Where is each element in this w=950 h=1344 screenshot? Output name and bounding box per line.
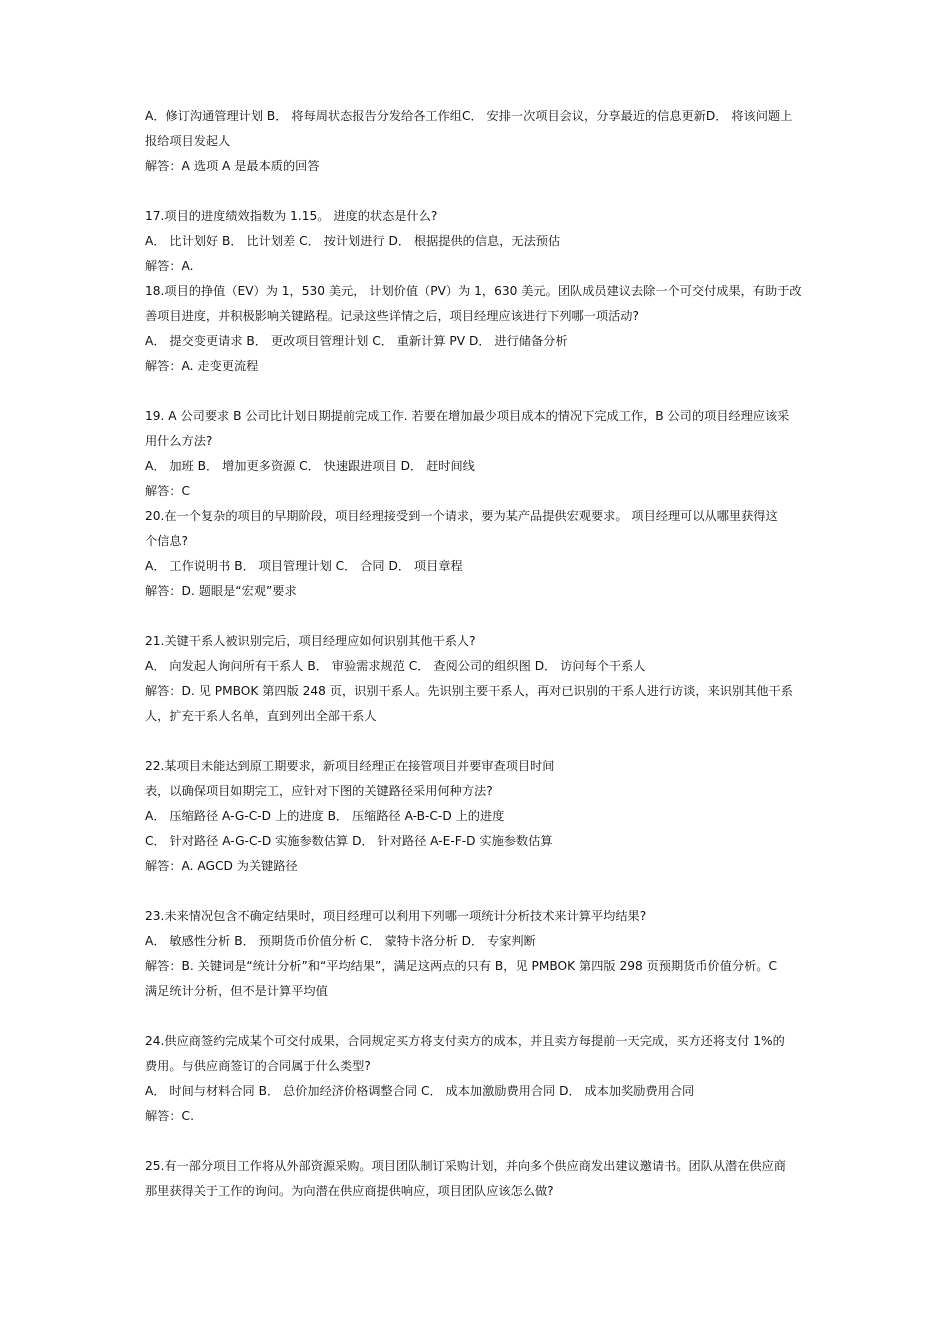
text-line: A． 比计划好 B． 比计划差 C． 按计划进行 D． 根据提供的信息，无法预估 bbox=[145, 234, 561, 248]
text-line: C． 针对路径 A-G-C-D 实施参数估算 D． 针对路径 A-E-F-D 实施参数估算 bbox=[145, 834, 553, 848]
text-line: 解答：A. 走变更流程 bbox=[145, 359, 259, 373]
text-line: 解答：D. 见 PMBOK 第四版 248 页，识别干系人。先识别主要干系人，再对已识别的干系人进行访谈，来识别其他干系 bbox=[145, 684, 793, 698]
text-line: 善项目进度，并积极影响关键路程。记录这些详情之后，项目经理应该进行下列哪一项活动? bbox=[145, 309, 639, 323]
text-line: 个信息? bbox=[145, 534, 189, 548]
text-line: 满足统计分析，但不是计算平均值 bbox=[145, 984, 328, 998]
text-line: A． 加班 B． 增加更多资源 C． 快速跟进项目 D． 赶时间线 bbox=[145, 459, 475, 473]
text-line: 21.关键干系人被识别完后，项目经理应如何识别其他干系人? bbox=[145, 634, 476, 648]
text-line: 解答：D. 题眼是“宏观”要求 bbox=[145, 584, 297, 598]
text-line: A．修订沟通管理计划 B． 将每周状态报告分发给各工作组C． 安排一次项目会议，分享最近的信息更新D． 将该问题上 bbox=[145, 109, 793, 123]
text-line: 22.某项目未能达到原工期要求，新项目经理正在接管项目并要审查项目时间 bbox=[145, 759, 555, 773]
text-line: 报给项目发起人 bbox=[145, 134, 231, 148]
text-line: A． 敏感性分析 B． 预期货币价值分析 C． 蒙特卡洛分析 D． 专家判断 bbox=[145, 934, 536, 948]
text-line: A． 提交变更请求 B． 更改项目管理计划 C． 重新计算 PV D． 进行储备分析 bbox=[145, 334, 568, 348]
text-line: A． 工作说明书 B． 项目管理计划 C． 合同 D． 项目章程 bbox=[145, 559, 463, 573]
text-line: 解答：C bbox=[145, 484, 191, 498]
text-line: 用什么方法? bbox=[145, 434, 213, 448]
text-line: 解答：C. bbox=[145, 1109, 194, 1123]
text-line: A． 时间与材料合同 B． 总价加经济价格调整合同 C． 成本加激励费用合同 D． 成本加奖励费用合同 bbox=[145, 1084, 695, 1098]
text-line: 解答：A. AGCD 为关键路径 bbox=[145, 859, 298, 873]
text-line: 那里获得关于工作的询问。为向潜在供应商提供响应，项目团队应该怎么做? bbox=[145, 1184, 554, 1198]
text-line: 25.有一部分项目工作将从外部资源采购。项目团队制订采购计划，并向多个供应商发出建议邀请书。团队从潜在供应商 bbox=[145, 1159, 786, 1173]
text-line: A． 压缩路径 A-G-C-D 上的进度 B． 压缩路径 A-B-C-D 上的进度 bbox=[145, 809, 505, 823]
text-line: A． 向发起人询问所有干系人 B． 审验需求规范 C． 查阅公司的组织图 D． 访问每个干系人 bbox=[145, 659, 646, 673]
text-line: 解答：A. bbox=[145, 259, 194, 273]
text-line: 17.项目的进度绩效指数为 1.15。 进度的状态是什么? bbox=[145, 209, 438, 223]
text-line: 表，以确保项目如期完工，应针对下图的关键路径采用何种方法? bbox=[145, 784, 493, 798]
text-line: 解答：A 选项 A 是最本质的回答 bbox=[145, 159, 320, 173]
text-line: 19. A 公司要求 B 公司比计划日期提前完成工作. 若要在增加最少项目成本的情况下完成工作，B 公司的项目经理应该采 bbox=[145, 409, 790, 423]
text-line: 18.项目的挣值（EV）为 1，530 美元， 计划价值（PV）为 1，630 美元。团队成员建议去除一个可交付成果，有助于改 bbox=[145, 284, 802, 298]
text-line: 20.在一个复杂的项目的早期阶段，项目经理接受到一个请求，要为某产品提供宏观要求。 项目经理可以从哪里获得这 bbox=[145, 509, 778, 523]
text-line: 24.供应商签约完成某个可交付成果，合同规定买方将支付卖方的成本，并且卖方每提前一天完成，买方还将支付 1%的 bbox=[145, 1034, 785, 1048]
text-line: 23.未来情况包含不确定结果时，项目经理可以利用下列哪一项统计分析技术来计算平均结果? bbox=[145, 909, 647, 923]
text-line: 费用。与供应商签订的合同属于什么类型? bbox=[145, 1059, 371, 1073]
text-line: 人，扩充干系人名单，直到列出全部干系人 bbox=[145, 709, 377, 723]
text-line: 解答：B. 关键词是“统计分析”和“平均结果”，满足这两点的只有 B，见 PMBOK 第四版 298 页预期货币价值分析。C bbox=[145, 959, 777, 973]
